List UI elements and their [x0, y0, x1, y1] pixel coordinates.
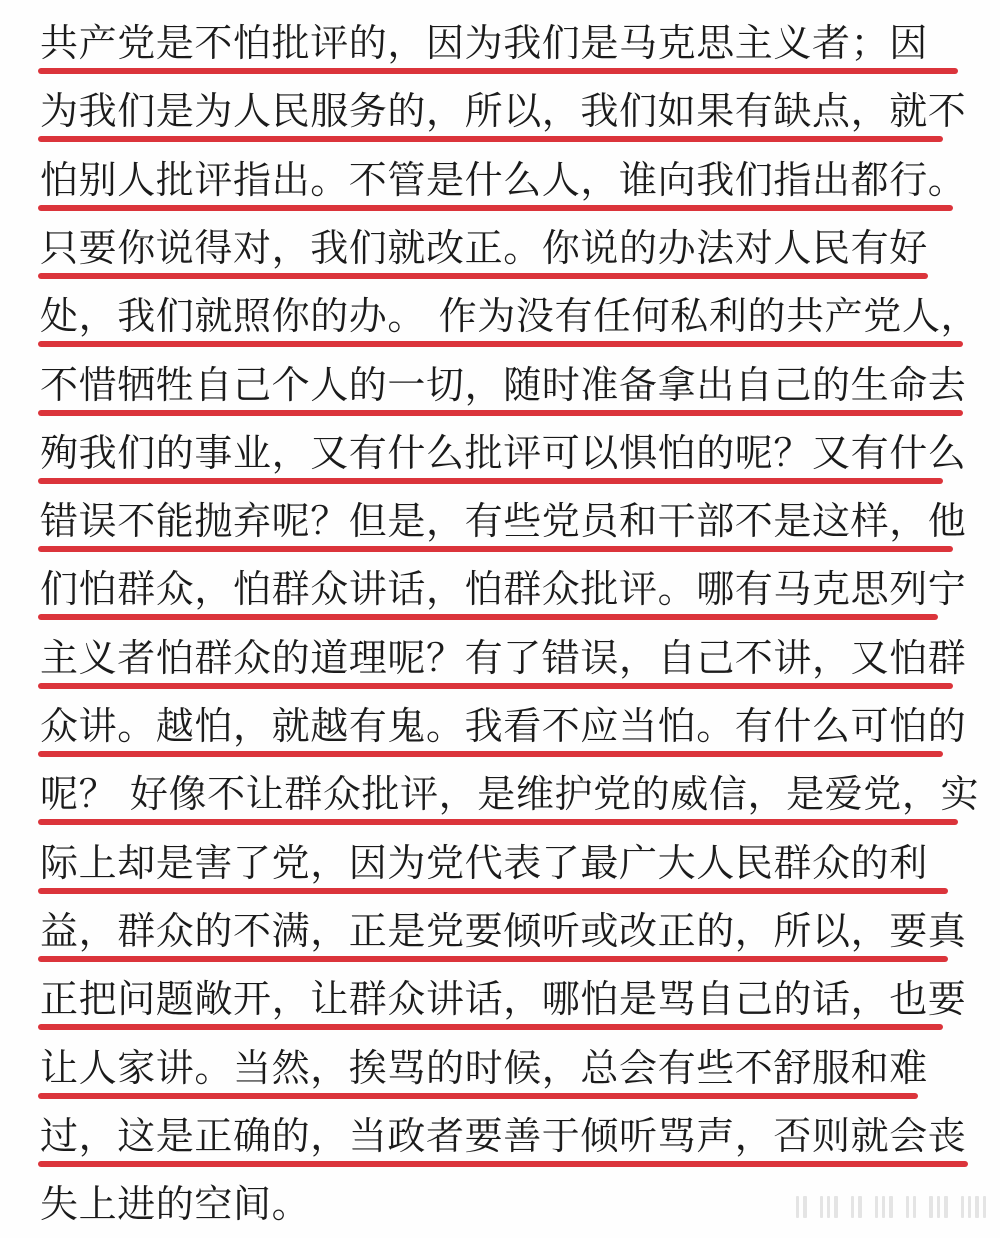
watermark-mark	[961, 1196, 964, 1218]
red-underline	[38, 956, 948, 962]
watermark-mark	[851, 1196, 854, 1218]
red-underline	[38, 341, 963, 347]
text-line-content: 众讲。越怕，就越有鬼。我看不应当怕。有什么可怕的	[40, 704, 967, 748]
text-line-content: 不惜牺牲自己个人的一切，随时准备拿出自己的生命去	[40, 362, 967, 407]
red-underline	[38, 136, 943, 142]
red-underline	[38, 614, 938, 620]
watermark-mark	[796, 1196, 799, 1218]
text-line	[40, 560, 966, 629]
text-line-content: 际上却是害了党，因为党代表了最广大人民群众的利	[40, 840, 928, 885]
watermark-mark	[820, 1196, 823, 1218]
red-underline	[38, 751, 943, 757]
red-underline	[38, 478, 943, 484]
text-line	[40, 1107, 966, 1176]
watermark-mark	[889, 1196, 892, 1218]
text-line-content: 处，我们就照你的办。 作为没有任何私利的共产党人，	[40, 294, 980, 339]
red-underline	[38, 410, 963, 416]
text-line	[40, 970, 966, 1039]
watermark-mark	[913, 1196, 916, 1218]
text-line-content: 失上进的空间。	[40, 1182, 311, 1227]
text-line-content: 只要你说得对，我们就改正。你说的办法对人民有好	[40, 225, 928, 270]
text-line-content: 错误不能抛弃呢？但是，有些党员和干部不是这样，他	[40, 499, 967, 544]
text-line	[40, 1175, 310, 1244]
watermark-mark	[858, 1196, 861, 1218]
watermark-mark	[834, 1196, 837, 1218]
watermark-mark	[944, 1196, 947, 1218]
text-line	[40, 219, 928, 288]
text-line	[40, 1039, 928, 1108]
red-underline	[38, 273, 928, 279]
text-line	[40, 902, 966, 971]
text-line-content: 共产党是不怕批评的，因为我们是马克思主义者；因	[40, 21, 928, 65]
text-line-content: 们怕群众，怕群众讲话，怕群众批评。哪有马克思列宁	[40, 567, 967, 612]
text-line-content: 怕别人批评指出。不管是什么人，谁向我们指出都行。	[40, 157, 967, 202]
watermark-mark	[937, 1196, 940, 1218]
text-line-content: 正把问题敞开，让群众讲话，哪怕是骂自己的话，也要	[40, 977, 967, 1022]
watermark-mark	[975, 1196, 978, 1218]
red-underline	[38, 1093, 918, 1099]
text-line-content: 益，群众的不满，正是党要倾听或改正的，所以，要真	[40, 908, 967, 953]
red-underline	[38, 1161, 968, 1167]
red-underline	[38, 683, 953, 689]
text-line	[40, 356, 966, 425]
text-line	[40, 765, 979, 834]
text-line	[40, 834, 928, 903]
watermark-mark	[827, 1196, 830, 1218]
watermark-mark	[803, 1196, 806, 1218]
text-line-content: 让人家讲。当然，挨骂的时候，总会有些不舒服和难	[40, 1045, 928, 1090]
text-line-content: 殉我们的事业，又有什么批评可以惧怕的呢？又有什么	[40, 430, 967, 475]
watermark-mark	[906, 1196, 909, 1218]
text-line-content: 呢？ 好像不让群众批评，是维护党的威信，是爱党，实	[40, 772, 980, 817]
watermark-mark	[882, 1196, 885, 1218]
red-underline	[38, 68, 958, 74]
red-underline	[38, 819, 958, 825]
red-underline	[38, 546, 953, 552]
watermark-mark	[968, 1196, 971, 1218]
text-line-content: 为我们是为人民服务的，所以，我们如果有缺点，就不	[40, 89, 967, 134]
text-line	[40, 492, 966, 561]
text-line	[40, 14, 928, 83]
watermark-barcode	[796, 1190, 986, 1224]
text-line-content: 主义者怕群众的道理呢？有了错误，自己不讲，又怕群	[40, 635, 967, 680]
text-line	[40, 697, 966, 766]
text-line	[40, 287, 979, 356]
red-underline	[38, 205, 953, 211]
text-line	[40, 82, 966, 151]
watermark-mark	[983, 1196, 986, 1218]
red-underline	[38, 888, 948, 894]
watermark-mark	[875, 1196, 878, 1218]
text-line	[40, 629, 966, 698]
text-line-content: 过，这是正确的，当政者要善于倾听骂声，否则就会丧	[40, 1113, 967, 1158]
text-line	[40, 424, 966, 493]
text-line	[40, 151, 966, 220]
red-underline	[38, 1024, 943, 1030]
watermark-mark	[929, 1196, 932, 1218]
